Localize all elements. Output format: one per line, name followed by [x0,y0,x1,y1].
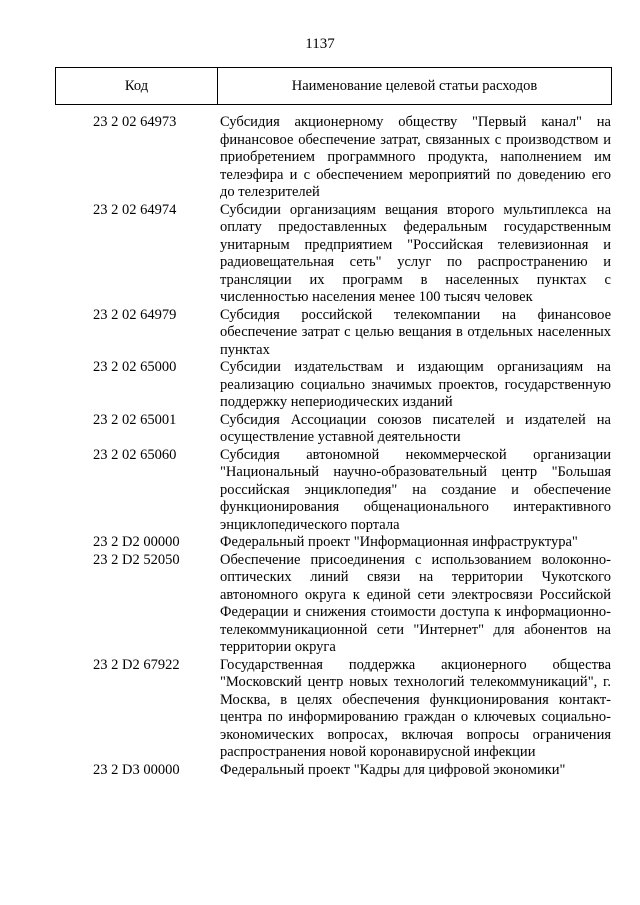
page-number: 1137 [305,36,335,52]
table-row [0,552,640,657]
table-row [0,447,640,535]
table-row [0,412,640,447]
row-code: 23 2 02 64974 [93,201,177,218]
row-name: Субсидии издательствам и издающим организациям на реализацию социально значимых проектов, государственную поддержку непериодических изданий [220,359,611,410]
row-code: 23 2 D2 67922 [93,656,180,673]
column-header-code: Код [56,68,218,104]
row-name: Государственная поддержка акционерного общества "Московский центр новых технологий телекоммуникаций", г. Москва, в целях обеспечения функционирования контакт-центра по информированию граждан о ключевых социально-экономических вопросах, включая вопросы ограничения распространения новой коронавирусной инфекции [220,656,611,760]
row-name: Федеральный проект "Информационная инфраструктура" [220,534,578,550]
table-row [0,359,640,412]
row-name: Субсидия российской телекомпании на финансовое обеспечение затрат с целью вещания в отдельных населенных пунктах [220,306,611,358]
row-code: 23 2 02 64979 [93,306,177,323]
table-row [0,534,640,552]
row-name: Субсидия автономной некоммерческой организации "Национальный научно-образовательный центр "Большая российская энциклопедия" на создание и обеспечение функционирования общенационального интерактивного энциклопедического портала [220,446,611,533]
row-code: 23 2 02 65060 [93,446,177,463]
row-code: 23 2 02 64973 [93,114,177,130]
row-code: 23 2 D2 00000 [93,534,180,550]
row-code: 23 2 02 65000 [93,359,177,375]
table-row [0,657,640,762]
row-name: Федеральный проект "Кадры для цифровой экономики" [220,761,566,778]
row-code: 23 2 02 65001 [93,411,177,428]
table-row [0,114,640,202]
column-header-name: Наименование целевой статьи расходов [291,77,538,94]
row-code: 23 2 D2 52050 [93,551,180,568]
table-row [0,202,640,307]
row-name: Субсидии организациям вещания второго мультиплекса на оплату предоставленных федеральным государственным унитарным предприятием "Российская телевизионная и радиовещательная сеть" услуг по распространению и трансляции их программ в населенных пунктах с численностью населения менее 100 тысяч человек [220,201,611,305]
table-row [0,762,640,780]
row-name: Субсидия акционерному обществу "Первый канал" на финансовое обеспечение затрат, связанных с производством и приобретением программного продукта, наполнением им телеэфира и с обеспечением мероприятий по доведению его до телезрителей [220,114,611,200]
table-row [0,307,640,360]
row-code: 23 2 D3 00000 [93,761,180,778]
table-header [55,67,612,105]
row-name: Обеспечение присоединения с использованием волоконно-оптических линий связи на территории Чукотского автономного округа к единой сети электросвязи Российской Федерации и снижения стоимости доступа к информационно-телекоммуникационной сети "Интернет" для абонентов на территории округа [220,551,611,655]
row-name: Субсидия Ассоциации союзов писателей и издателей на осуществление уставной деятельности [220,411,611,445]
table-body [0,114,640,779]
